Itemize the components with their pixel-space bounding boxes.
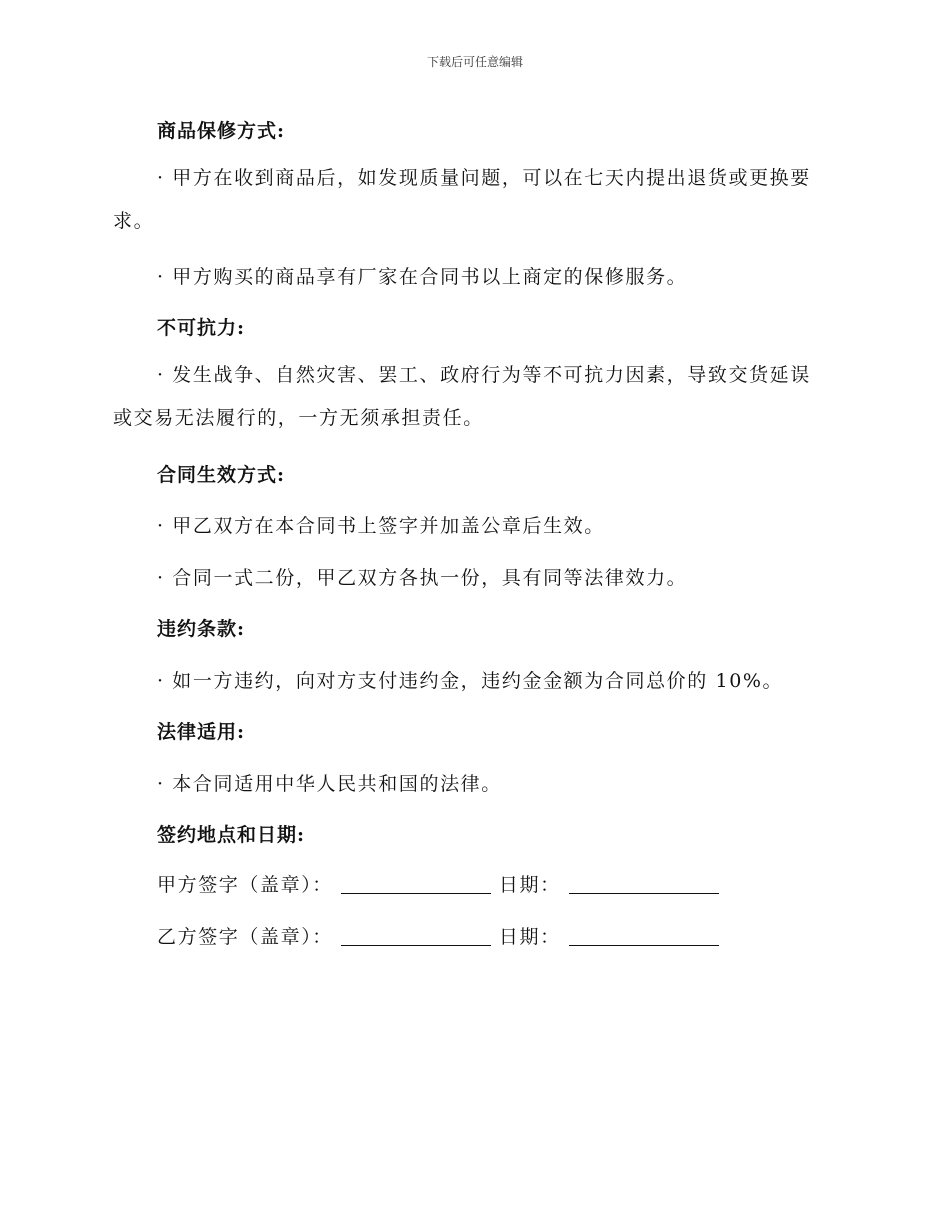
party-a-signature-line (157, 870, 727, 897)
warranty-item-1: · 甲方在收到商品后，如发现质量问题，可以在七天内提出退货或更换要求。 (113, 167, 811, 232)
effect-item-1: · 甲乙双方在本合同书上签字并加盖公章后生效。 (157, 515, 605, 537)
effect-item-2: · 合同一式二份，甲乙双方各执一份，具有同等法律效力。 (157, 567, 688, 589)
page-header: 下载后可任意编辑 (426, 55, 523, 69)
party-a-signature-blank (341, 873, 491, 894)
section-title-warranty: 商品保修方式: (157, 120, 286, 142)
party-a-date-blank (569, 873, 719, 894)
party-b-date-blank (569, 925, 719, 946)
party-b-signature-blank (341, 925, 491, 946)
breach-item-1: · 如一方违约，向对方支付违约金，违约金金额为合同总价的 10%。 (157, 670, 784, 692)
section-title-effect: 合同生效方式: (157, 464, 286, 486)
party-b-date-label: 日期： (498, 926, 561, 948)
section-title-force-majeure: 不可抗力: (157, 317, 246, 339)
party-a-date-label: 日期： (498, 874, 561, 896)
section-title-signing: 签约地点和日期: (157, 824, 306, 846)
warranty-item-2: · 甲方购买的商品享有厂家在合同书以上商定的保修服务。 (157, 266, 688, 288)
section-title-breach: 违约条款: (157, 618, 246, 640)
section-title-law: 法律适用: (157, 721, 246, 743)
party-b-signature-line (157, 922, 727, 949)
party-b-label: 乙方签字（盖章）： (157, 926, 333, 948)
party-a-label: 甲方签字（盖章）： (157, 874, 333, 896)
force-majeure-item-1: · 发生战争、自然灾害、罢工、政府行为等不可抗力因素，导致交货延误或交易无法履行的，一方无须承担责任。 (113, 364, 811, 429)
law-item-1: · 本合同适用中华人民共和国的法律。 (157, 773, 502, 795)
